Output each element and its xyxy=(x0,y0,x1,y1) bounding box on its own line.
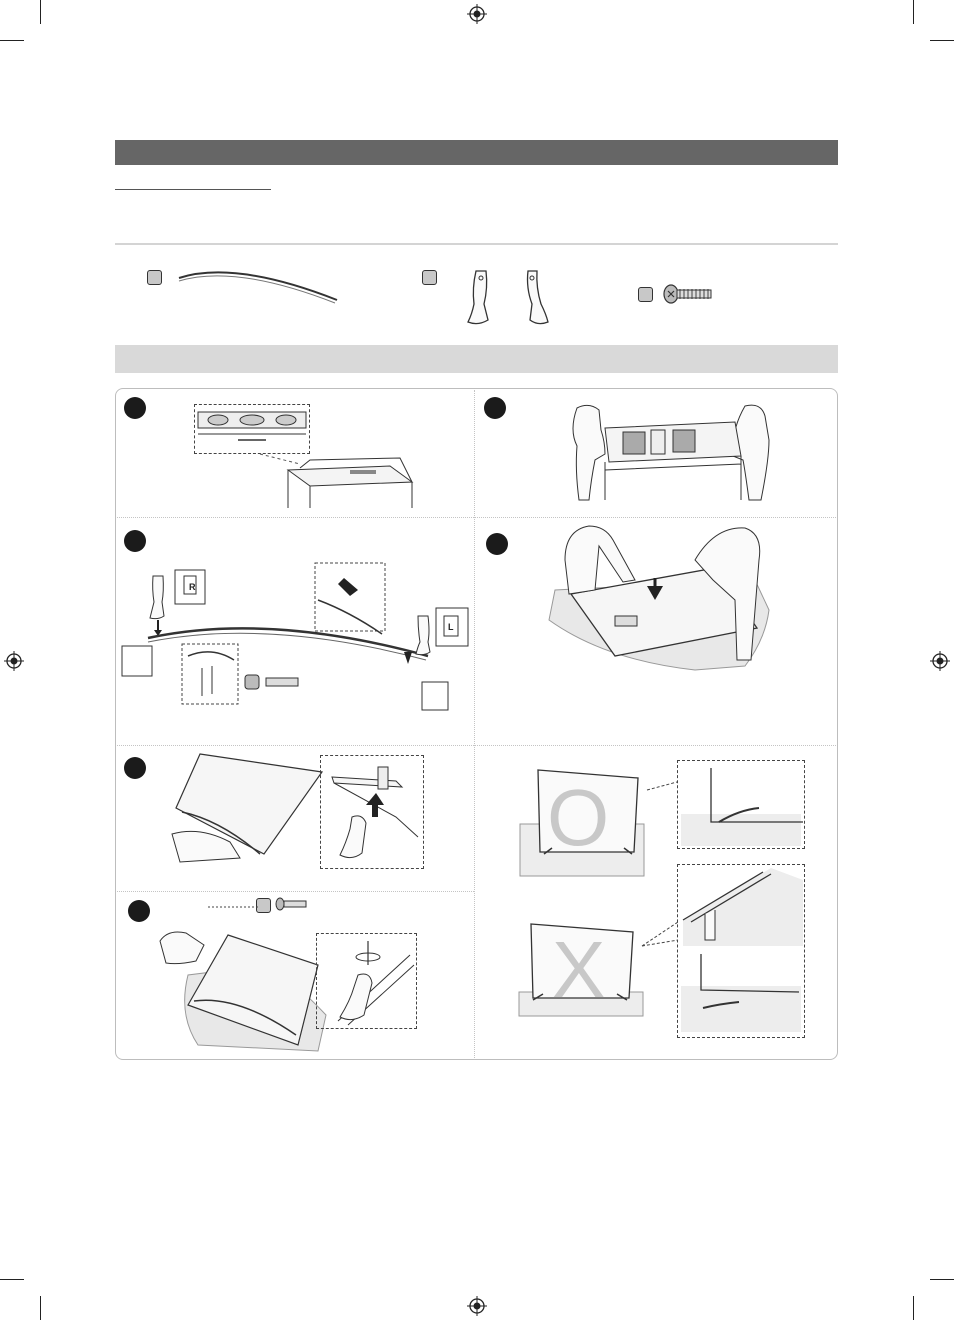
panel-divider-row2 xyxy=(117,745,836,746)
step-3-marker xyxy=(124,530,146,552)
stand-bar-icon xyxy=(175,266,340,306)
step-2-marker xyxy=(484,397,506,419)
registration-mark-top-icon xyxy=(467,4,487,24)
panel-divider-row3-left xyxy=(117,891,474,892)
correct-mark-letter: O xyxy=(547,773,610,862)
crop-mark-bl-v xyxy=(40,1296,41,1320)
component-b-checkbox xyxy=(422,270,437,285)
incorrect-mark-letter: X xyxy=(552,925,606,1014)
incorrect-leader-lines xyxy=(640,918,682,948)
section-header-bar xyxy=(115,140,838,165)
stand-label-left: L xyxy=(448,622,454,632)
step2-lift-tv-drawing xyxy=(565,400,775,508)
crop-mark-tr-v xyxy=(913,0,914,24)
crop-mark-tl-h xyxy=(0,40,24,41)
step6-detail-drawing xyxy=(318,935,415,1027)
correct-detail-drawing xyxy=(679,762,803,847)
components-divider xyxy=(115,243,838,245)
registration-mark-right-icon xyxy=(930,651,950,671)
screw-icon xyxy=(662,283,714,305)
step3-attach-legs-drawing xyxy=(118,560,473,720)
step6-fasten-drawing xyxy=(158,905,328,1053)
crop-mark-bl-h xyxy=(0,1279,24,1280)
registration-mark-left-icon xyxy=(4,651,24,671)
stand-label-right: R xyxy=(189,582,196,592)
stand-legs-icon xyxy=(462,268,552,328)
subheading-underline xyxy=(115,189,271,190)
crop-mark-br-v xyxy=(913,1296,914,1320)
crop-mark-tl-v xyxy=(40,0,41,24)
panel-divider-vertical xyxy=(474,390,475,1058)
step-4-marker xyxy=(486,533,508,555)
component-a-checkbox xyxy=(147,270,162,285)
crop-mark-br-h xyxy=(930,1279,954,1280)
crop-mark-tr-h xyxy=(930,40,954,41)
component-c-checkbox xyxy=(638,287,653,302)
registration-mark-bottom-icon xyxy=(467,1296,487,1316)
panel-divider-row1 xyxy=(117,517,836,518)
step1-box-drawing xyxy=(240,440,415,510)
steps-section-bar xyxy=(115,345,838,373)
step-5-marker xyxy=(124,757,146,779)
incorrect-detail-drawing-bottom xyxy=(679,950,803,1034)
incorrect-detail-drawing-top xyxy=(679,866,803,946)
step4-lay-tv-drawing xyxy=(545,520,775,675)
correct-leader-line xyxy=(645,780,680,792)
step5-insert-stand-drawing xyxy=(160,750,325,862)
step-1-marker xyxy=(124,397,146,419)
step-6-marker xyxy=(128,900,150,922)
step5-detail-drawing xyxy=(322,757,422,867)
